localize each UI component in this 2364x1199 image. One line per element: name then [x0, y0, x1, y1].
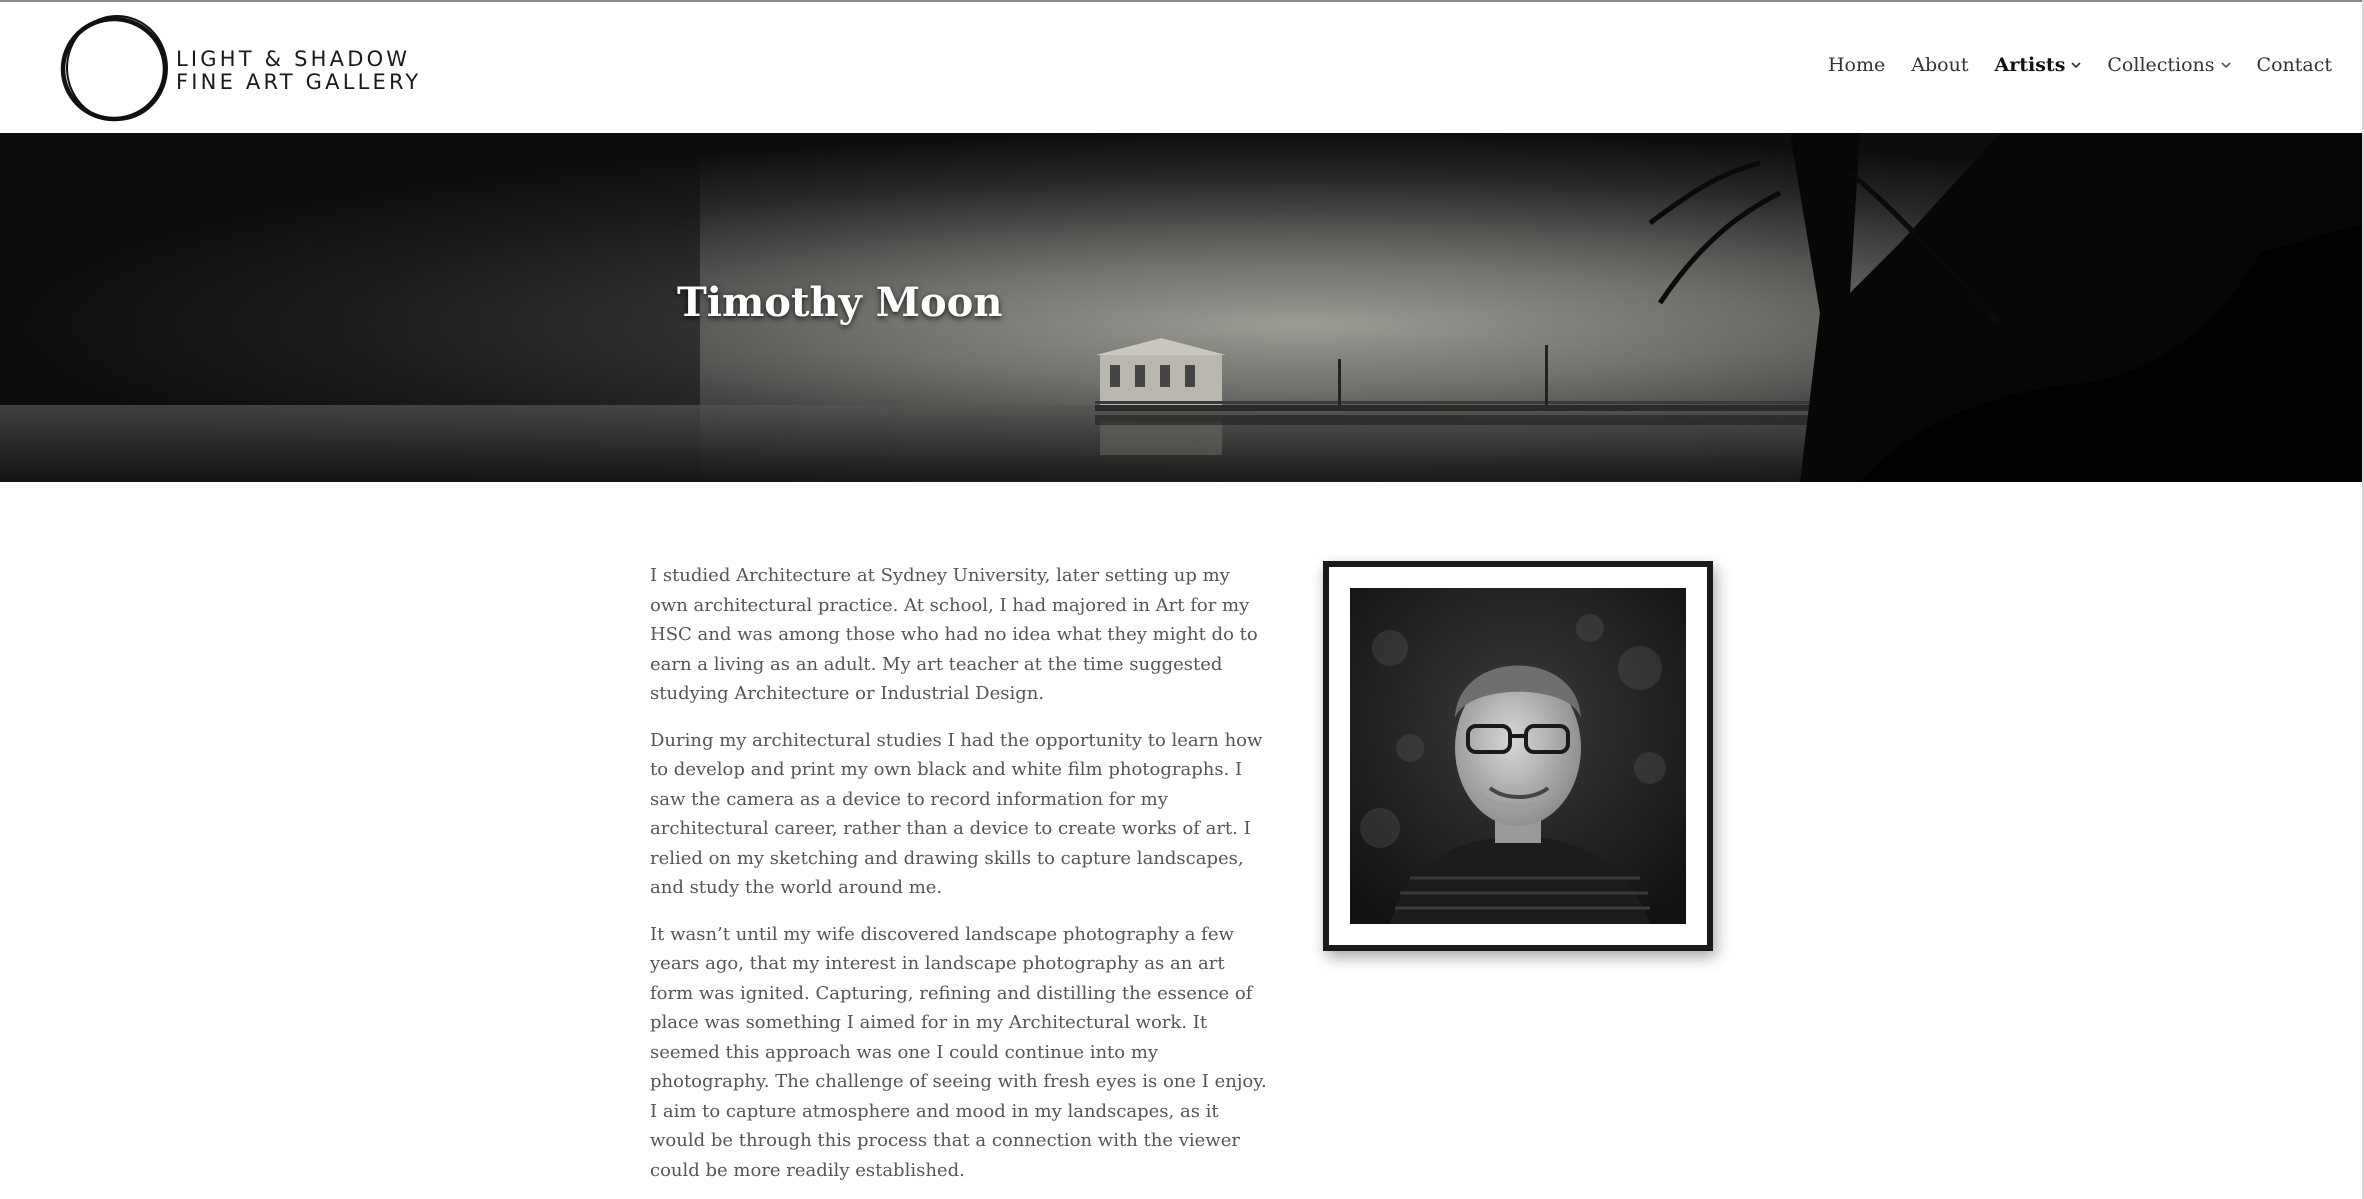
- gallery-logo[interactable]: [58, 14, 422, 124]
- nav-contact[interactable]: [2257, 54, 2332, 76]
- bio-paragraph: During my architectural studies I had the opportunity to learn how to develop and print my own black and white film photographs. I saw the camera as a device to record information for my architectural career, rather than a device to create works of art. I relied on my sketching and drawing skills to capture landscapes, and study the world around me.: [650, 729, 1263, 898]
- nav-contact-label: Contact: [2256, 54, 2332, 76]
- logo-ring-icon: [58, 14, 174, 124]
- artist-portrait-frame: [1323, 561, 1713, 951]
- nav-artists[interactable]: [1994, 54, 2081, 76]
- hero-landscape-image: [0, 133, 2364, 482]
- logo-line-1: LIGHT & SHADOW: [176, 47, 411, 71]
- nav-home[interactable]: [1828, 54, 1885, 76]
- artist-name-heading: Timothy Moon: [677, 279, 1003, 326]
- chevron-down-icon: [2221, 62, 2231, 69]
- site-header: [0, 0, 2364, 133]
- artist-portrait: [1350, 588, 1686, 924]
- nav-home-label: Home: [1827, 54, 1886, 76]
- logo-line-2: FINE ART GALLERY: [176, 70, 422, 94]
- nav-collections-label: Collections: [2107, 54, 2215, 76]
- bio-paragraph: I studied Architecture at Sydney University, later setting up my own architectural practice. At school, I had majored in Art for my HSC and was among those who had no idea what they might do to earn a living as an adult. My art teacher at the time suggested studying Architecture or Industrial Design.: [650, 565, 1258, 704]
- artist-bio: [650, 561, 1268, 1199]
- nav-about-label: About: [1911, 54, 1969, 76]
- chevron-down-icon: [2071, 62, 2081, 69]
- hero-banner: [0, 133, 2364, 482]
- nav-artists-label: Artists: [1994, 54, 2066, 76]
- nav-about[interactable]: [1911, 54, 1968, 76]
- main-nav: [1802, 54, 2332, 76]
- portrait-photo: [1350, 588, 1686, 924]
- nav-collections[interactable]: [2107, 54, 2230, 76]
- bio-paragraph: It wasn’t until my wife discovered landscape photography a few years ago, that my interest in landscape photography as an art form was ignited. Capturing, refining and distilling the essence of place was something I aimed for in my Architectural work. It seemed this approach was one I could continue into my photography. The challenge of seeing with fresh eyes is one I enjoy. I aim to capture atmosphere and mood in my landscapes, as it would be through this process that a connection with the viewer could be more readily established.: [650, 923, 1267, 1181]
